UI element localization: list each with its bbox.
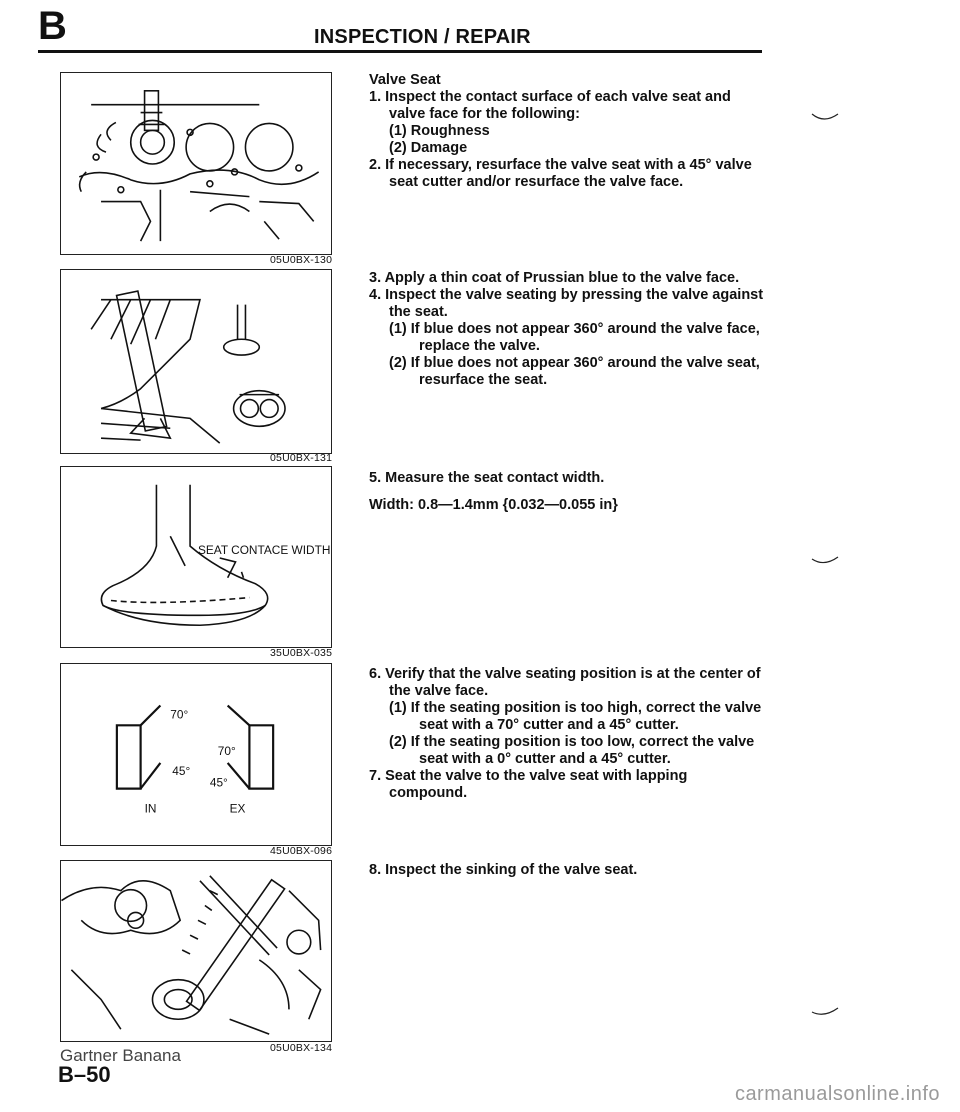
angle-45-ex: 45° xyxy=(209,775,228,790)
step-4a: (1) If blue does not appear 360° around the valve face, replace the valve. xyxy=(389,321,760,354)
step-6: 6. Verify that the valve seating position is at the center of the valve face. xyxy=(369,666,761,699)
step-4b: (2) If blue does not appear 360° around the valve seat, resurface the seat. xyxy=(389,355,760,388)
site-watermark: carmanualsonline.info xyxy=(734,1083,940,1105)
step-2: 2. If necessary, resurface the valve seat with a 45° valve seat cutter and/or resurface the valve face. xyxy=(369,157,752,190)
width-spec: Width: 0.8—1.4mm {0.032—0.055 in} xyxy=(369,497,618,513)
step-4: 4. Inspect the valve seating by pressing the valve against the seat. xyxy=(369,287,764,320)
page-number: B–50 xyxy=(58,1062,111,1087)
section-letter: B xyxy=(38,4,67,48)
figure-seat-angles xyxy=(60,663,332,846)
cylinder-head-illustration xyxy=(61,73,331,254)
step-6a: (1) If the seating position is too high, correct the valve seat with a 70° cutter and a 45° cutter. xyxy=(389,700,762,733)
step-7: 7. Seat the valve to the valve seat with lapping compound. xyxy=(369,768,688,801)
step-1a: (1) Roughness xyxy=(389,123,490,139)
scan-mark xyxy=(810,112,840,124)
figure-code: 45U0BX-096 xyxy=(270,845,333,857)
figure-valve-removal xyxy=(60,269,332,454)
figure-code: 05U0BX-130 xyxy=(270,254,333,266)
section-prussian-blue xyxy=(369,270,769,389)
figure-seat-contact-width xyxy=(60,466,332,648)
figure-code: 05U0BX-131 xyxy=(270,452,333,464)
figure-code: 05U0BX-134 xyxy=(270,1042,333,1054)
step-3: 3. Apply a thin coat of Prussian blue to the valve face. xyxy=(369,270,740,286)
scan-mark xyxy=(810,555,840,567)
section-heading: Valve Seat xyxy=(369,72,441,88)
step-1b: (2) Damage xyxy=(389,140,468,156)
step-8: 8. Inspect the sinking of the valve seat. xyxy=(369,862,638,878)
intake-label: IN xyxy=(144,801,157,816)
seat-contact-width-label: SEAT CONTACE WIDTH xyxy=(197,543,331,558)
header-rule xyxy=(38,50,762,53)
section-valve-seat xyxy=(369,72,769,191)
angle-70-in: 70° xyxy=(170,707,189,722)
angle-70-ex: 70° xyxy=(217,743,236,758)
section-seating-position xyxy=(369,666,769,802)
watermark-text: Gartner Banana xyxy=(60,1046,181,1065)
figure-code: 35U0BX-035 xyxy=(270,647,333,659)
section-sinking xyxy=(369,862,769,879)
section-contact-width xyxy=(369,470,769,514)
figure-cylinder-head xyxy=(60,72,332,255)
step-6b: (2) If the seating position is too low, correct the valve seat with a 0° cutter and a 45° cutter. xyxy=(389,734,755,767)
seat-angle-diagram xyxy=(61,664,331,845)
angle-45-in: 45° xyxy=(172,763,191,778)
exhaust-label: EX xyxy=(229,801,246,816)
seat-contact-width-illustration xyxy=(61,467,331,647)
step-5: 5. Measure the seat contact width. xyxy=(369,470,605,486)
figure-valve-sinking xyxy=(60,860,332,1042)
scan-mark xyxy=(810,1006,840,1018)
step-1: 1. Inspect the contact surface of each valve seat and valve face for the following: xyxy=(369,89,731,122)
valve-seating-illustration xyxy=(61,270,331,453)
valve-sinking-illustration xyxy=(61,861,331,1041)
page-title: INSPECTION / REPAIR xyxy=(314,26,531,48)
